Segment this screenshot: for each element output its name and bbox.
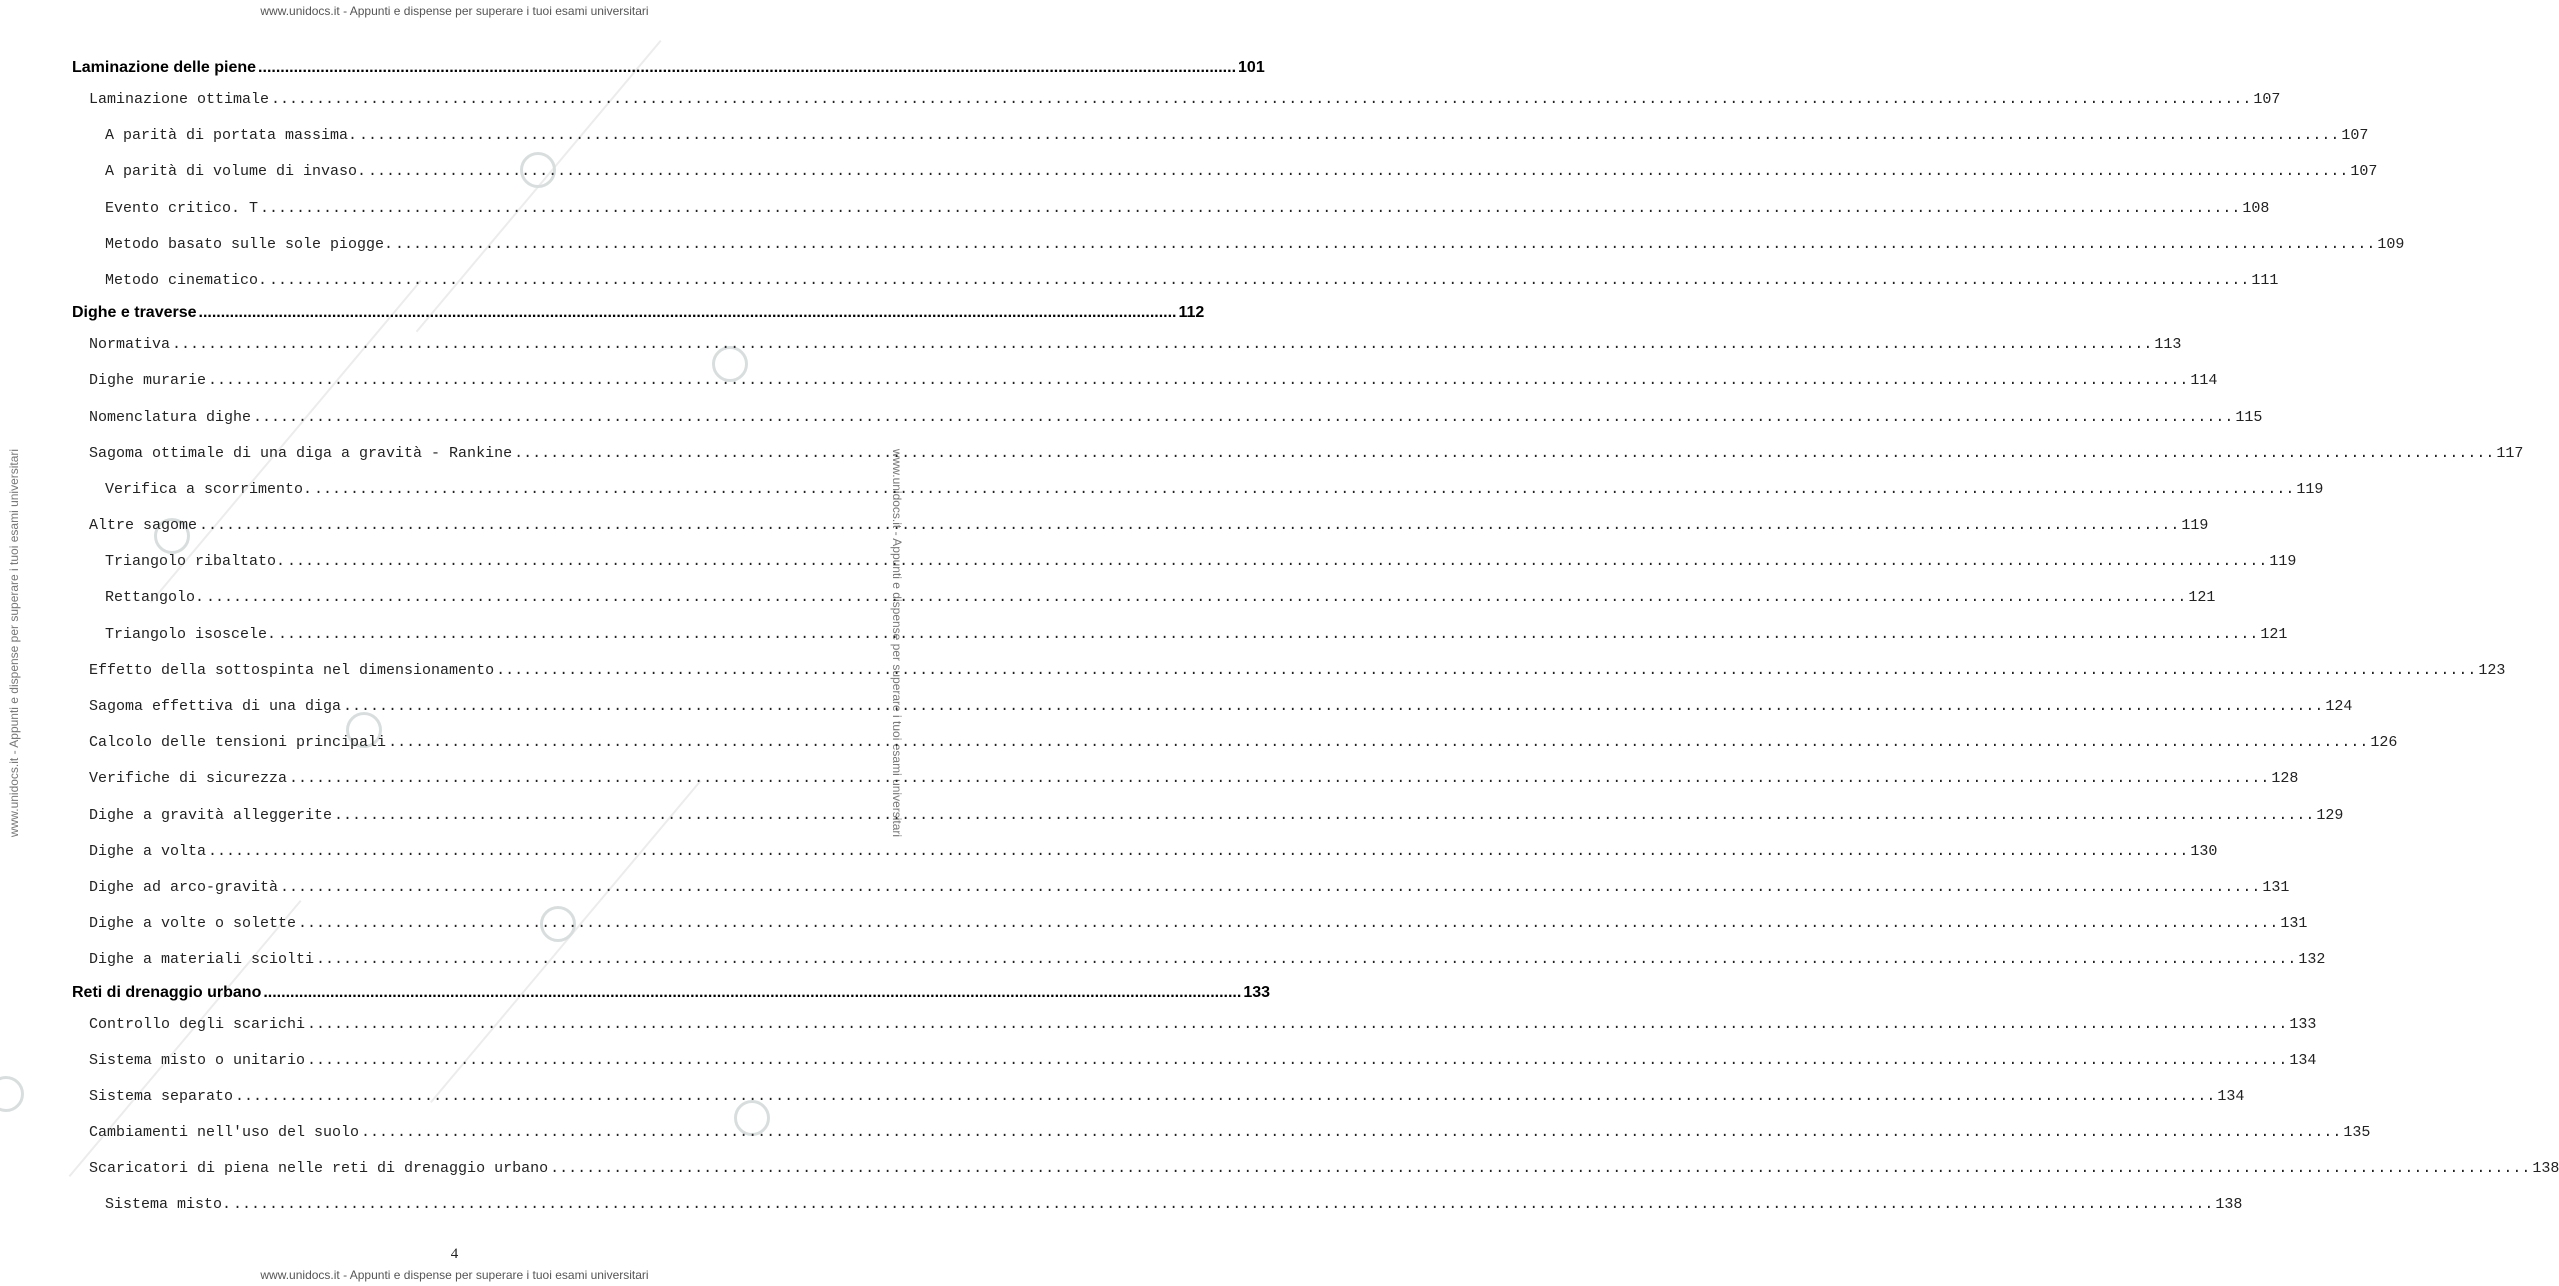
- toc-leader-dots: ............................................................................................................................................................................................................................: [198, 304, 1177, 322]
- toc-entry-page: 133: [1243, 983, 1271, 1001]
- toc-entry-title: Laminazione ottimale: [89, 91, 270, 108]
- page-number: 4: [450, 1246, 459, 1262]
- toc-entry-page: 130: [2190, 842, 2218, 860]
- toc-entry[interactable]: [72, 870, 2290, 906]
- toc-entry-title: Metodo cinematico.: [105, 271, 268, 289]
- toc-leader-dots: ............................................................................................................................................................................................................................: [514, 444, 2495, 462]
- toc-leader-dots: ............................................................................................................................................................................................................................: [298, 915, 2279, 933]
- toc-entry-page: 119: [2181, 517, 2209, 535]
- watermark-top: www.unidocs.it - Appunti e dispense per superare i tuoi esami universitari: [260, 4, 649, 18]
- toc-leader-dots: ............................................................................................................................................................................................................................: [172, 336, 2153, 354]
- toc-entry-title: Laminazione delle piene: [72, 59, 257, 76]
- toc-entry-title: Sagoma ottimale di una diga a gravità - Rankine: [89, 444, 513, 462]
- toc-entry[interactable]: [72, 544, 2297, 580]
- toc-entry-title: Normativa: [89, 336, 171, 354]
- toc-entry-page: 119: [2269, 553, 2297, 571]
- toc-entry[interactable]: [72, 834, 2218, 870]
- toc-entry[interactable]: [72, 580, 2216, 616]
- toc-entry-title: Rettangolo.: [105, 589, 205, 607]
- toc-entry-page: 138: [2532, 1160, 2559, 1178]
- toc-entry[interactable]: [72, 798, 2344, 834]
- toc-entry-title: Verifiche di sicurezza: [89, 770, 288, 788]
- toc-entry[interactable]: [72, 363, 2218, 399]
- toc-entry-title: Reti di drenaggio urbano: [72, 983, 262, 1001]
- toc-leader-dots: ............................................................................................................................................................................................................................: [208, 372, 2189, 390]
- toc-entry[interactable]: [72, 1079, 2245, 1115]
- toc-entry-title: Dighe murarie: [89, 372, 207, 390]
- toc-leader-dots: ............................................................................................................................................................................................................................: [208, 842, 2189, 860]
- toc-entry[interactable]: [72, 653, 2506, 689]
- toc-entry[interactable]: [72, 725, 2398, 761]
- toc-leader-dots: ............................................................................................................................................................................................................................: [316, 951, 2297, 969]
- toc-entry-title: Effetto della sottospinta nel dimensionamento: [89, 661, 495, 679]
- toc-entry[interactable]: [72, 689, 2353, 725]
- toc-entry[interactable]: [72, 1007, 2317, 1043]
- toc-entry[interactable]: [72, 327, 2182, 363]
- toc-entry[interactable]: [72, 472, 2324, 508]
- toc-entry-page: 123: [2478, 661, 2506, 679]
- toc-leader-dots: ............................................................................................................................................................................................................................: [550, 1160, 2531, 1178]
- toc-entry-title: Sistema misto o unitario: [89, 1051, 306, 1069]
- toc-entry-page: 115: [2235, 408, 2263, 426]
- toc-heading[interactable]: [72, 979, 1271, 1007]
- toc-entry-page: 121: [2188, 589, 2216, 607]
- toc-entry[interactable]: [72, 1115, 2371, 1151]
- toc-entry-page: 131: [2262, 878, 2290, 896]
- toc-entry-page: 133: [2289, 1015, 2317, 1033]
- toc-entry-title: A parità di portata massima.: [105, 127, 358, 145]
- toc-entry-page: 135: [2343, 1124, 2371, 1142]
- toc-leader-dots: ............................................................................................................................................................................................................................: [388, 734, 2369, 752]
- toc-entry-page: 131: [2280, 915, 2308, 933]
- toc-leader-dots: ............................................................................................................................................................................................................................: [361, 1124, 2342, 1142]
- toc-entry-title: Evento critico. T: [105, 199, 259, 217]
- toc-entry-page: 124: [2325, 698, 2353, 715]
- toc-leader-dots: ............................................................................................................................................................................................................................: [496, 661, 2477, 679]
- toc-entry-title: Dighe ad arco-gravità: [89, 878, 279, 896]
- toc-entry[interactable]: [72, 617, 2288, 653]
- toc-leader-dots: ............................................................................................................................................................................................................................: [280, 878, 2261, 896]
- toc-entry-title: Controllo degli scarichi: [89, 1015, 306, 1033]
- toc-entry-page: 132: [2298, 951, 2326, 969]
- toc-leader-dots: ............................................................................................................................................................................................................................: [359, 127, 2340, 145]
- toc-entry-title: Cambiamenti nell'uso del suolo: [89, 1124, 360, 1142]
- toc-entry[interactable]: [72, 118, 2369, 154]
- toc-leader-dots: ............................................................................................................................................................................................................................: [258, 59, 1237, 76]
- toc-leader-dots: ............................................................................................................................................................................................................................: [278, 625, 2259, 643]
- toc-entry-title: Metodo basato sulle sole piogge.: [105, 235, 394, 253]
- toc-leader-dots: ............................................................................................................................................................................................................................: [235, 1087, 2216, 1105]
- toc-entry-title: Calcolo delle tensioni principali: [89, 734, 387, 752]
- toc-entry[interactable]: [72, 191, 2270, 227]
- toc-leader-dots: ............................................................................................................................................................................................................................: [253, 408, 2234, 426]
- toc-entry-page: 128: [2271, 770, 2299, 788]
- toc-leader-dots: ............................................................................................................................................................................................................................: [368, 163, 2349, 181]
- watermark-logo-icon: [0, 1076, 24, 1112]
- toc-entry-title: Dighe a volta: [89, 842, 207, 860]
- toc-leader-dots: ............................................................................................................................................................................................................................: [287, 553, 2268, 571]
- toc-leader-dots: ............................................................................................................................................................................................................................: [260, 199, 2241, 217]
- toc-entry[interactable]: [72, 1187, 2243, 1223]
- watermark-bottom: www.unidocs.it - Appunti e dispense per superare i tuoi esami universitari: [260, 1268, 649, 1282]
- toc-entry-page: 114: [2190, 372, 2218, 390]
- toc-entry[interactable]: [72, 227, 2405, 263]
- toc-entry[interactable]: [72, 942, 2326, 978]
- toc-entry[interactable]: [72, 761, 2299, 797]
- toc-leader-dots: ............................................................................................................................................................................................................................: [343, 698, 2324, 715]
- toc-entry-page: 129: [2316, 806, 2344, 824]
- toc-entry-title: A parità di volume di invaso.: [105, 163, 367, 181]
- toc-entry-page: 101: [1238, 59, 1265, 76]
- toc-leader-dots: ............................................................................................................................................................................................................................: [289, 770, 2270, 788]
- toc-entry-page: 121: [2260, 625, 2288, 643]
- toc-entry-page: 119: [2296, 480, 2324, 498]
- toc-entry[interactable]: [72, 508, 2209, 544]
- toc-entry[interactable]: [72, 906, 2308, 942]
- toc-entry-title: Sistema misto.: [105, 1196, 232, 1214]
- toc-entry[interactable]: [72, 436, 2524, 472]
- toc-entry-page: 109: [2377, 235, 2405, 253]
- toc-entry-title: Dighe a volte o solette: [89, 915, 297, 933]
- toc-heading[interactable]: [72, 299, 1205, 327]
- toc-entry-page: 112: [1178, 304, 1205, 322]
- toc-entry-title: Nomenclatura dighe: [89, 408, 252, 426]
- toc-leader-dots: ............................................................................................................................................................................................................................: [307, 1051, 2288, 1069]
- toc-entry-page: 117: [2496, 444, 2524, 462]
- toc-entry[interactable]: [72, 82, 2281, 118]
- toc-leader-dots: ............................................................................................................................................................................................................................: [314, 480, 2295, 498]
- toc-entry-page: 138: [2215, 1196, 2243, 1214]
- toc-entry[interactable]: [72, 1043, 2317, 1079]
- toc-leader-dots: ............................................................................................................................................................................................................................: [334, 806, 2315, 824]
- toc-entry-page: 108: [2242, 199, 2270, 217]
- toc-entry-title: Triangolo ribaltato.: [105, 553, 286, 571]
- toc-entry[interactable]: [72, 1151, 2559, 1187]
- toc-entry-title: Scaricatori di piena nelle reti di drenaggio urbano: [89, 1160, 549, 1178]
- toc-heading[interactable]: [72, 54, 1265, 82]
- toc-entry-title: Verifica a scorrimento.: [105, 480, 313, 498]
- watermark-right: www.unidocs.it - Appunti e dispense per superare i tuoi esami universitari: [890, 448, 904, 838]
- toc-entry-page: 126: [2370, 734, 2398, 752]
- toc-entry-title: Sistema separato: [89, 1087, 234, 1105]
- toc-entry[interactable]: [72, 400, 2263, 436]
- toc-leader-dots: ............................................................................................................................................................................................................................: [395, 235, 2376, 253]
- toc-entry-page: 134: [2289, 1051, 2317, 1069]
- toc-entry-page: 107: [2350, 163, 2378, 181]
- toc-leader-dots: ............................................................................................................................................................................................................................: [271, 91, 2252, 108]
- toc-entry-title: Dighe a gravità alleggerite: [89, 806, 333, 824]
- toc-leader-dots: ............................................................................................................................................................................................................................: [269, 271, 2250, 289]
- toc-entry-title: Triangolo isoscele.: [105, 625, 277, 643]
- toc-leader-dots: ............................................................................................................................................................................................................................: [199, 517, 2180, 535]
- watermark-left: www.unidocs.it - Appunti e dispense per superare i tuoi esami universitari: [7, 448, 21, 838]
- toc-entry-page: 107: [2341, 127, 2369, 145]
- toc-entry-page: 111: [2251, 271, 2279, 289]
- toc-entry-page: 134: [2217, 1087, 2245, 1105]
- toc-entry[interactable]: [72, 154, 2378, 190]
- toc-entry[interactable]: [72, 263, 2279, 299]
- toc-leader-dots: ............................................................................................................................................................................................................................: [263, 983, 1242, 1001]
- toc-entry-title: Altre sagome: [89, 517, 198, 535]
- toc-leader-dots: ............................................................................................................................................................................................................................: [307, 1015, 2288, 1033]
- toc-leader-dots: ............................................................................................................................................................................................................................: [233, 1196, 2214, 1214]
- toc-entry-page: 107: [2253, 91, 2281, 108]
- toc-entry-title: Dighe a materiali sciolti: [89, 951, 315, 969]
- toc-entry-title: Dighe e traverse: [72, 304, 197, 322]
- toc-entry-title: Sagoma effettiva di una diga: [89, 698, 342, 715]
- toc-entry-page: 113: [2154, 336, 2182, 354]
- toc-leader-dots: ............................................................................................................................................................................................................................: [206, 589, 2187, 607]
